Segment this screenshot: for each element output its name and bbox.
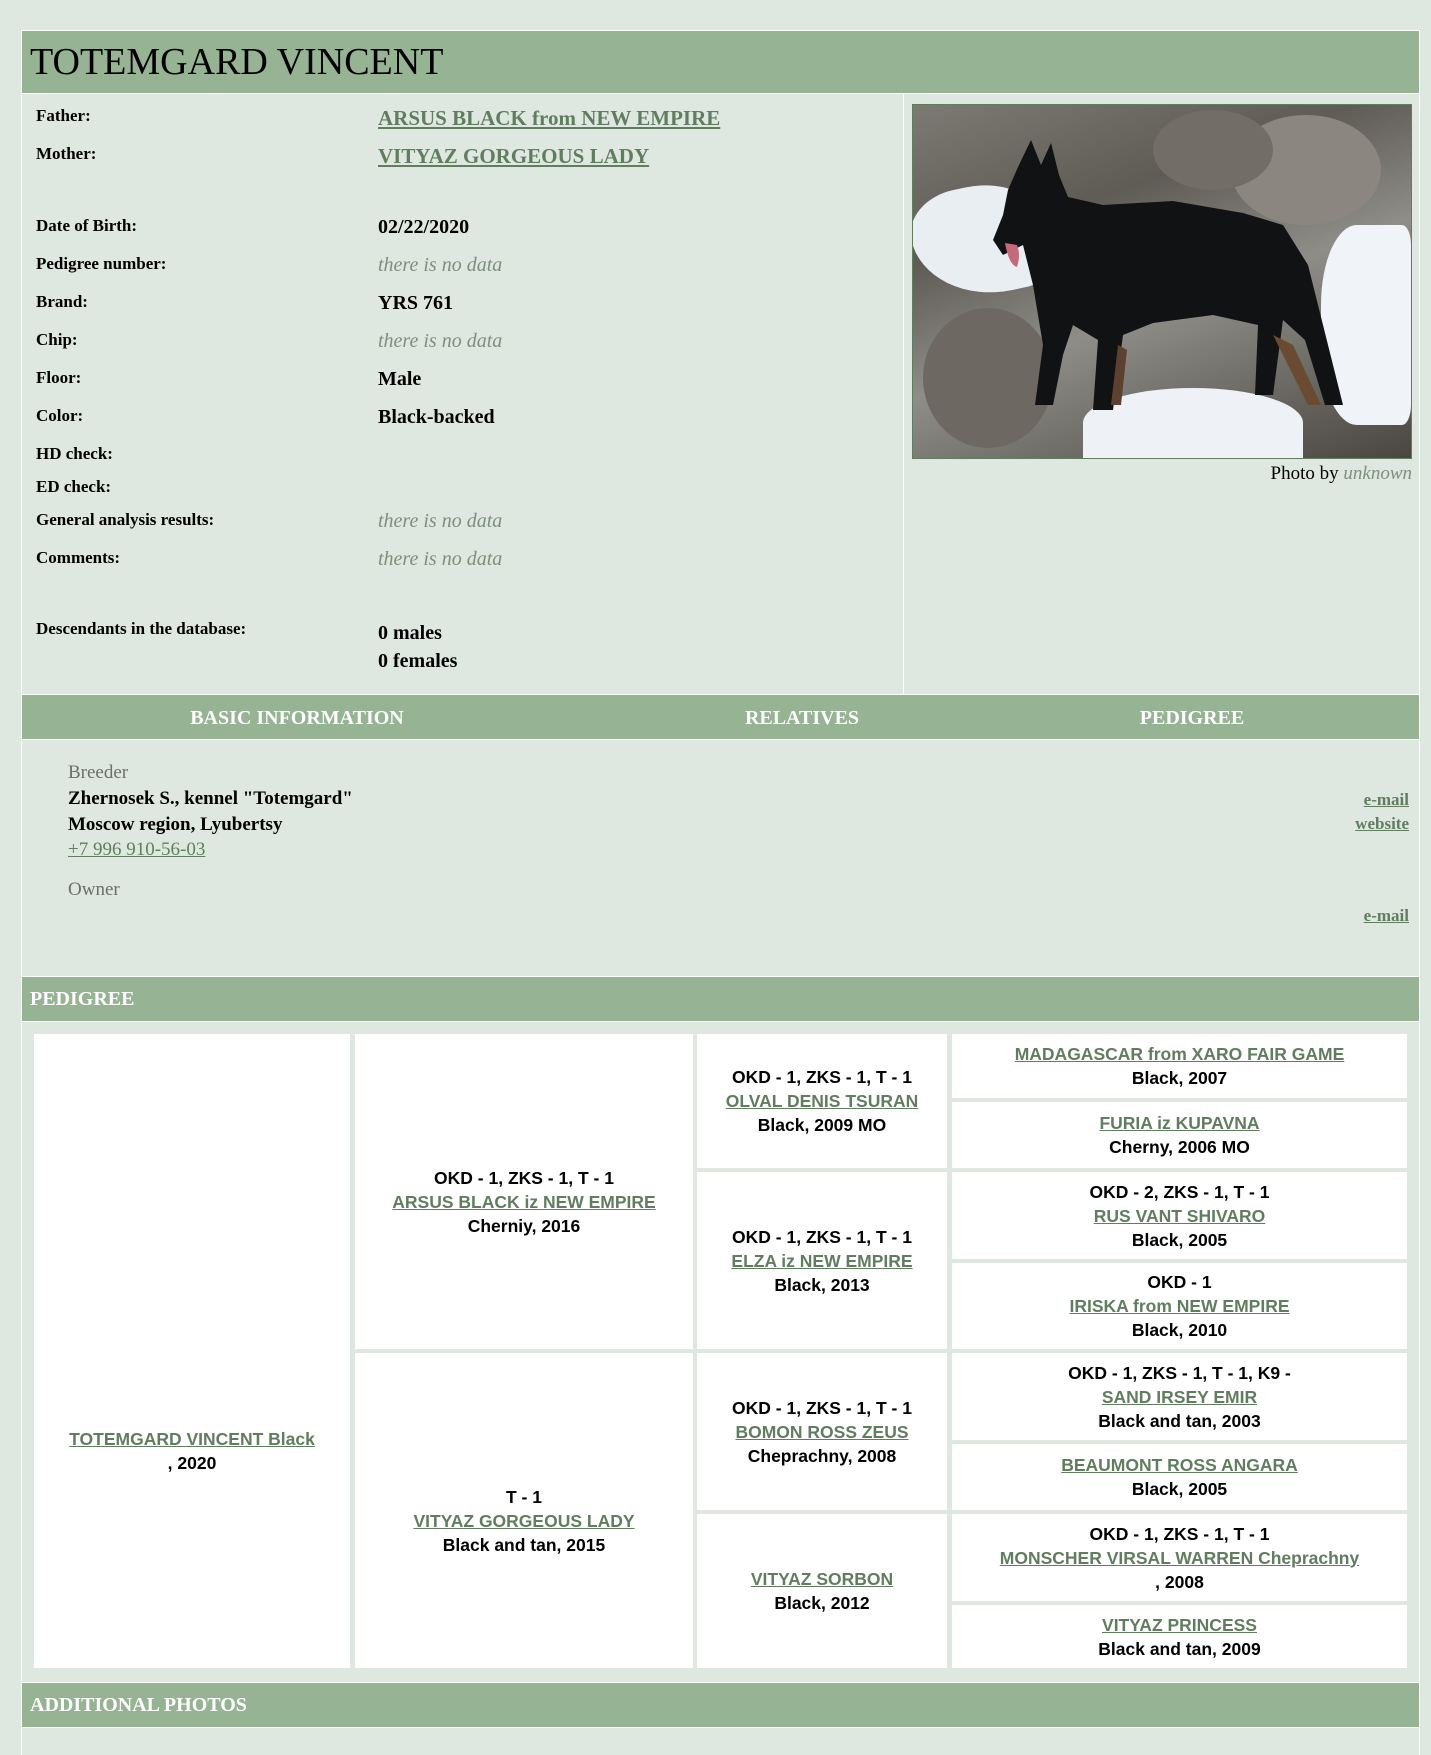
descendants-females: 0 females	[378, 650, 458, 672]
pedigree-heading: PEDIGREE	[21, 976, 1420, 1022]
father-link[interactable]: ARSUS BLACK from NEW EMPIRE	[378, 106, 721, 130]
great-grandparent-titles: OKD - 1, ZKS - 1, T - 1	[1089, 1523, 1270, 1544]
great-grandparent-info: Black, 2010	[1131, 1320, 1228, 1340]
title-bar	[21, 30, 1420, 94]
pedigree-great-grandparent	[952, 1172, 1407, 1259]
great-grandparent-info: Cherny, 2006 MO	[1109, 1137, 1250, 1157]
dog-info	[21, 94, 1420, 694]
mother-row	[36, 144, 896, 169]
pedigree-tree	[21, 1022, 1420, 1682]
breeder-name: Zhernosek S., kennel "Totemgard"	[68, 788, 353, 809]
great-grandparent-info: , 2008	[1155, 1571, 1204, 1592]
pedigree-sire	[355, 1034, 693, 1349]
brand-row	[36, 292, 896, 315]
breeder-label: Breeder	[68, 762, 129, 783]
photo-caption	[912, 463, 1412, 485]
hd-label: HD check:	[36, 444, 113, 463]
grandparent-link[interactable]: BOMON ROSS ZEUS	[735, 1421, 909, 1442]
pedigree-great-grandparent	[952, 1263, 1407, 1349]
tab-relatives[interactable]: RELATIVES	[744, 707, 860, 729]
grandparent-titles: OKD - 1, ZKS - 1, T - 1	[732, 1397, 912, 1418]
mother-label: Mother:	[36, 144, 97, 163]
grandparent-titles: OKD - 1, ZKS - 1, T - 1	[732, 1226, 912, 1247]
breeder-location: Moscow region, Lyubertsy	[68, 814, 283, 835]
grandparent-info: Black, 2013	[774, 1274, 870, 1295]
chip-value: there is no data	[378, 330, 503, 352]
breeder-email-link[interactable]: e-mail	[1363, 790, 1409, 809]
color-row	[36, 406, 896, 429]
pedigree-great-grandparent	[952, 1034, 1407, 1098]
great-grandparent-info: Black and tan, 2009	[1098, 1638, 1261, 1659]
great-grandparent-info: Black, 2005	[1131, 1479, 1228, 1499]
great-grandparent-link[interactable]: MONSCHER VIRSAL WARREN Cheprachny	[999, 1547, 1360, 1568]
pedigree-great-grandparent	[952, 1353, 1407, 1440]
dob-label: Date of Birth:	[36, 216, 138, 235]
general-value: there is no data	[378, 510, 503, 532]
great-grandparent-link[interactable]: MADAGASCAR from XARO FAIR GAME	[1014, 1044, 1345, 1064]
pedigree-number-value: there is no data	[378, 254, 503, 276]
floor-value: Male	[378, 368, 422, 390]
tab-bar	[21, 694, 1420, 740]
photo-author: unknown	[1343, 463, 1412, 484]
dob-row	[36, 216, 896, 239]
chip-label: Chip:	[36, 330, 78, 349]
pedigree-great-grandparent	[952, 1444, 1407, 1510]
ed-label: ED check:	[36, 477, 112, 496]
dam-info: Black and tan, 2015	[442, 1534, 606, 1555]
hd-row	[36, 444, 896, 464]
great-grandparent-info: Black, 2005	[1131, 1229, 1228, 1250]
pedigree-self	[34, 1034, 350, 1668]
father-label: Father:	[36, 106, 91, 125]
self-info: , 2020	[167, 1453, 217, 1473]
sire-info: Cherniy, 2016	[467, 1215, 581, 1236]
page-title: TOTEMGARD VINCENT	[30, 41, 444, 83]
great-grandparent-link[interactable]: IRISKA from NEW EMPIRE	[1069, 1296, 1290, 1316]
owner-label: Owner	[68, 879, 120, 900]
breeder-website-link[interactable]: website	[1355, 814, 1409, 833]
grandparent-link[interactable]: OLVAL DENIS TSURAN	[725, 1091, 919, 1111]
grandparent-link[interactable]: ELZA iz NEW EMPIRE	[731, 1250, 913, 1271]
color-value: Black-backed	[378, 406, 495, 428]
breeder-phone[interactable]: +7 996 910-56-03	[68, 839, 206, 860]
pedigree-grandparent	[697, 1034, 947, 1168]
mother-link[interactable]: VITYAZ GORGEOUS LADY	[378, 144, 650, 168]
brand-value: YRS 761	[378, 292, 454, 314]
sire-titles: OKD - 1, ZKS - 1, T - 1	[434, 1167, 614, 1188]
pedigree-grandparent	[697, 1353, 947, 1510]
tab-pedigree[interactable]: PEDIGREE	[1139, 707, 1245, 729]
owner-email-link[interactable]: e-mail	[1363, 906, 1409, 925]
general-row	[36, 510, 896, 533]
photo-panel	[904, 94, 1419, 694]
pedigree-dam	[355, 1353, 693, 1668]
comments-value: there is no data	[378, 548, 503, 570]
dog-photo[interactable]	[912, 104, 1412, 459]
great-grandparent-link[interactable]: BEAUMONT ROSS ANGARA	[1061, 1455, 1298, 1475]
pedigree-great-grandparent	[952, 1514, 1407, 1601]
pedigree-great-grandparent	[952, 1605, 1407, 1668]
dam-titles: T - 1	[506, 1486, 542, 1507]
dob-value: 02/22/2020	[378, 216, 470, 238]
dog-silhouette	[913, 105, 1412, 459]
great-grandparent-titles: OKD - 2, ZKS - 1, T - 1	[1089, 1181, 1270, 1202]
photo-caption-prefix: Photo by	[1270, 463, 1339, 484]
ed-row	[36, 477, 896, 497]
great-grandparent-link[interactable]: FURIA iz KUPAVNA	[1099, 1113, 1260, 1133]
great-grandparent-link[interactable]: RUS VANT SHIVARO	[1093, 1205, 1266, 1226]
general-label: General analysis results:	[36, 510, 215, 529]
great-grandparent-link[interactable]: VITYAZ PRINCESS	[1102, 1614, 1257, 1635]
self-link[interactable]: TOTEMGARD VINCENT Black	[69, 1429, 315, 1449]
pedigree-number-row	[36, 254, 896, 277]
brand-label: Brand:	[36, 292, 88, 311]
great-grandparent-titles: OKD - 1, ZKS - 1, T - 1, K9 -	[1068, 1362, 1291, 1383]
great-grandparent-info: Black, 2007	[1131, 1068, 1228, 1088]
grandparent-info: Black, 2012	[774, 1593, 870, 1613]
chip-row	[36, 330, 896, 353]
comments-label: Comments:	[36, 548, 121, 567]
comments-row	[36, 548, 896, 571]
basic-information	[21, 740, 1420, 976]
dam-link[interactable]: VITYAZ GORGEOUS LADY	[413, 1510, 635, 1531]
grandparent-titles: OKD - 1, ZKS - 1, T - 1	[732, 1067, 912, 1087]
great-grandparent-titles: OKD - 1	[1147, 1272, 1212, 1292]
great-grandparent-link[interactable]: SAND IRSEY EMIR	[1101, 1386, 1258, 1407]
pedigree-great-grandparent	[952, 1102, 1407, 1168]
grandparent-info: Cheprachny, 2008	[747, 1445, 897, 1466]
additional-photos-heading: ADDITIONAL PHOTOS	[21, 1682, 1420, 1728]
father-row	[36, 106, 896, 131]
descendants-label: Descendants in the database:	[36, 619, 247, 638]
grandparent-link[interactable]: VITYAZ SORBON	[750, 1569, 894, 1589]
pedigree-grandparent	[697, 1172, 947, 1349]
pedigree-number-label: Pedigree number:	[36, 254, 167, 273]
floor-row	[36, 368, 896, 391]
additional-photos-area	[21, 1728, 1420, 1755]
descendants-males: 0 males	[378, 622, 442, 644]
sire-link[interactable]: ARSUS BLACK iz NEW EMPIRE	[392, 1191, 656, 1212]
info-details	[22, 94, 904, 694]
pedigree-grandparent	[697, 1514, 947, 1668]
floor-label: Floor:	[36, 368, 82, 387]
color-label: Color:	[36, 406, 84, 425]
tab-basic-information[interactable]: BASIC INFORMATION	[190, 707, 404, 729]
great-grandparent-info: Black and tan, 2003	[1098, 1410, 1261, 1431]
grandparent-info: Black, 2009 MO	[757, 1115, 887, 1135]
descendants-row	[36, 619, 896, 675]
